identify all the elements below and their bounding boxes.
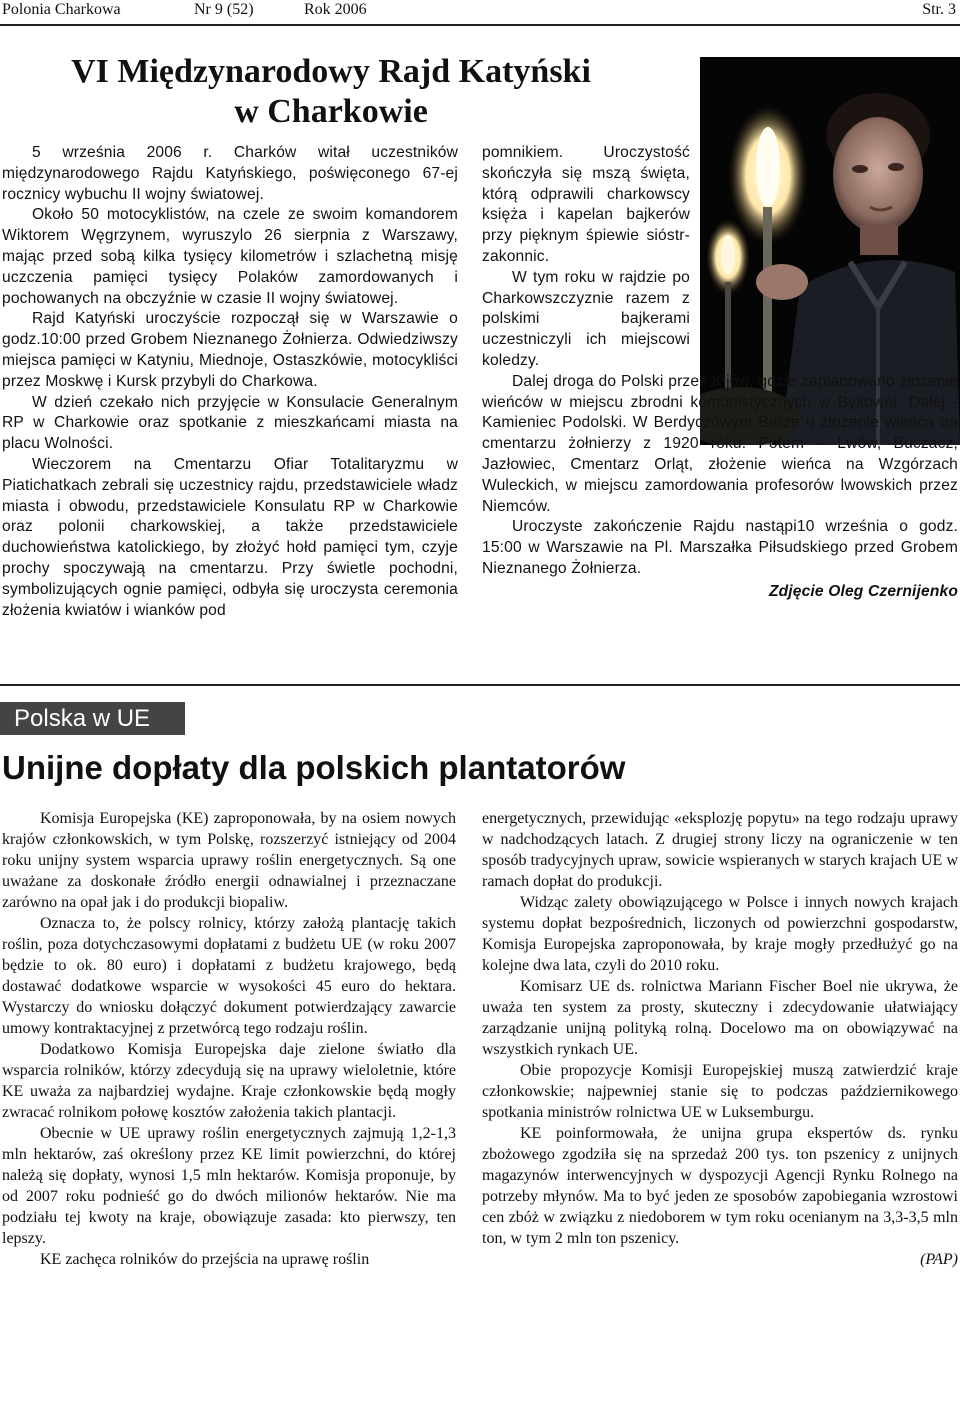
newspaper-name: Polonia Charkowa [2,1,121,18]
issue-number: Nr 9 (52) [194,1,254,18]
article1-paragraph [482,372,958,518]
article2-paragraph: Obie propozycje Komisji Europejskiej muszą zatwierdzić kraje członkowskie; najpewniej stanie się to podczas październikowego spotkania ministrów rolnictwa UE w Luksemburgu. [482,1062,958,1121]
article1-paragraph: Rajd Katyński uroczyście rozpoczął się w Warszawie o godz.10:00 przed Grobem Nieznanego Żołnierza. Odwiedziwszy miejsca pamięci w Katyniu, Miednoje, Ostaszkówie, motocykliści przez Moskwę i Kursk przybyli do Charkowa. [2,310,458,390]
article2-paragraph: Widząc zalety obowiązującego w Polsce i innych nowych krajach systemu dopłat bezpośrednich, liczonych od powierzchni gospodarstw, Komisja Europejska zaproponowała, by kraje mogły przedłużyć go na kolejne dwa lata, czyli do 2010 roku. [482,894,958,974]
article1-paragraph: W dzień czekało nich przyjęcie w Konsulacie Generalnym RP w Charkowie oraz spotkanie z mieszkańcami miasta na placu Wolności. [2,393,458,453]
article2-paragraph: KE poinformowała, że unijna grupa ekspertów ds. rynku zbożowego zgodziła się na sprzedaż 200 tys. ton pszenicy z unijnych magazynów interwencyjnych w dyspozycji Agencji Rynku Rolnego na potrzeby młynów. Ma to być jeden ze sposobów zapobiegania wzrostowi cen zbóż w związku z niedoborem w tym roku ocenianym na 3,3-3,5 mln ton, w tym 2 mln ton pszenicy. [482,1125,958,1247]
section-rule [0,684,960,686]
section-label: Polska w UE [0,702,185,735]
photo-credit: Zdjęcie Oleg Czernijenko [768,582,958,600]
article1-title-line2: w Charkowie [234,93,428,130]
article1-left-column [2,143,458,621]
article2-paragraph: Obecnie w UE uprawy roślin energetycznych zajmują 1,2-1,3 mln hektarów, zaś określony przez KE limit powierzchni, do której należą się dopłaty, wynosi 1,5 mln hektarów. Komisja proponuje, by od 2007 roku podnieść go do dwóch milionów hektarów. Nie ma podziału tej kwoty na kraje, obowiązuje zasada: kto pierwszy, ten lepszy. [2,1125,456,1247]
article1-paragraph-wrap: Dalej droga do Polski przez Kijów, gdzie zaplanowano złożenie wieńców w miejscu zbrodni komunistycznych w Bykowni. Dalej - Kamieniec Podolski. W Berdyczówym Barze u złożenie wieńca na cmentarzu żołnierzy z 1920 roku. Potem – Lwów, Buczacz, Jazłowiec, Cmentarz Orląt, złożenie wieńca na Wzgórzach Wuleckich, w miejscu zamordowania profesorów lwowskich przez Niemców. [482,372,958,515]
article1-paragraph: 5 września 2006 r. Charków witał uczestników międzynarodowego Rajdu Katyńskiego, poświęconego 67-ej rocznicy wybuchu II wojny światowej. [2,144,458,203]
article1-paragraph: Uroczyste zakończenie Rajdu nastąpi10 września o godz. 15:00 w Warszawie na Pl. Marszałka Piłsudskiego przed Grobem Nieznanego Żołnierza. [482,518,958,577]
article2-paragraph: Dodatkowo Komisja Europejska daje zielone światło dla wsparcia rolników, którzy zdecydują się na uprawy wieloletnie, które KE uważa za najbardziej wydajne. Kraje członkowskie będą mogły zwracać rolnikom połowę kosztów założenia takich plantacji. [2,1041,456,1121]
article2-left-column [2,808,456,1270]
article2-title: Unijne dopłaty dla polskich plantatorów [2,749,626,786]
article1-paragraph: W tym roku w rajdzie po Charkowszczyznie razem z polskimi bajkerami uczestniczyli ich miejscowi koledzy. [482,268,690,369]
article1-paragraph: Wieczorem na Cmentarzu Ofiar Totalitaryzmu w Piatichatkach zebrali się uczestnicy rajdu, przedstawiciele władz miasta i obwodu, przedstawiciele Konsulatu RP w Charkowie oraz polonii charkowskiej, a także przedstawiciele duchowieństwa katolickiego, by złożyć hołd pamięci tym, czyje prochy spoczywają na cmentarzu. Przy świetle pochodni, symbolizujących ognie pamięci, odbyła się uroczysta ceremonia złożenia kwiatów i wianków pod [2,455,458,619]
article2-paragraph: KE zachęca rolników do przejścia na uprawę roślin [40,1251,370,1268]
article2-paragraph: Oznacza to, że polscy rolnicy, którzy założą plantację takich roślin, poza dotychczasowymi dopłatami z budżetu UE (w roku 2007 będzie to ok. 80 euro) i dopłatami z budżetu krajowego, będą dostawać dodatkowe wsparcie w wysokości 45 euro do hektara. Wystarczy do wniosku dołączyć dokument potwierdzający zawarcie umowy kontraktacyjnej z przetwórcą tego rodzaju roślin. [2,915,456,1037]
page-header [2,0,956,22]
article2-paragraph: energetycznych, przewidując «eksplozję popytu» na tego rodzaju uprawy w nadchodzących latach. Z drugiej strony liczy na ograniczenie w ten sposób tradycyjnych upraw, sowicie wspieranych w starych krajach UE w ramach dopłat do produkcji. [482,810,958,890]
article1-title [0,52,662,132]
article1-paragraph: Około 50 motocyklistów, na czele ze swoim komandorem Wiktorem Węgrzynem, wyruszylo 26 sierpnia z Warszawy, mając przed sobą kilka tysięcy kilometrów i szlachetną misję uczczenia pamięci tysięcy Polaków zamordowanych i pochowanych na obczyźnie w czasie II wojny światowej. [2,206,458,307]
source-credit: (PAP) [920,1251,958,1268]
article2-right-column [482,808,958,1270]
issue-year: Rok 2006 [304,1,367,18]
article1-right-column [482,143,958,603]
article2-paragraph: Komisja Europejska (KE) zaproponowała, by na osiem nowych krajów członkowskich, w tym Polskę, rozszerzyć istniejący od 2004 roku unijny system wsparcia uprawy roślin energetycznych. Są one uważane za doskonałe źródło energii odnawialnej i przeznaczane zarówno na opał jak i do produkcji biopaliw. [2,810,456,911]
page-number: Str. 3 [922,1,956,18]
article1-paragraph: pomnikiem. Uroczystość skończyła się mszą święta, którą odprawili charkowscy księża i kapelan bajkerów przy pięknym śpiewie sióstr-zakonnic. [482,144,690,265]
article2-paragraph: Komisarz UE ds. rolnictwa Mariann Fischer Boel nie ukrywa, że uważa ten system za prosty, skuteczny i zdecydowanie ułatwiający zarządzanie unijną polityką rolną. Docelowo ma on obowiązywać na wszystkich rynkach UE. [482,978,958,1058]
article1-title-line1: VI Międzynarodowy Rajd Katyński [71,53,591,90]
header-rule [0,24,960,26]
